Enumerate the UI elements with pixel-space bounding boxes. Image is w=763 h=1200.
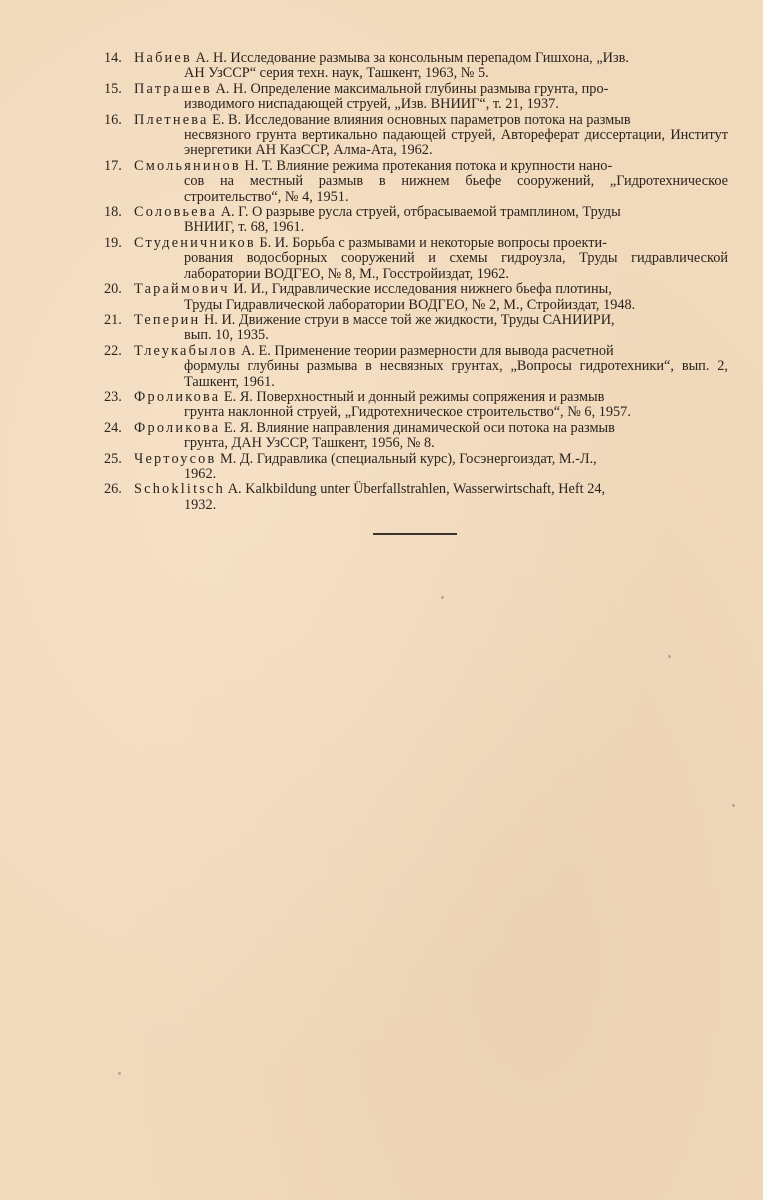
reference-first-line: А. Н. Определение максимальной глубины размыва грунта, про- (215, 80, 609, 97)
reference-author: Schoklitsch (134, 481, 225, 498)
reference-item (104, 452, 728, 483)
reference-first-line: Н. Т. Влияние режима протекания потока и крупности нано- (244, 157, 613, 174)
reference-text (134, 204, 621, 220)
reference-text (134, 50, 629, 66)
reference-text (134, 481, 605, 497)
reference-continuation: 1962. (184, 465, 217, 482)
reference-item (104, 282, 728, 313)
reference-first-line: А. Н. Исследование размыва за консольным перепадом Гишхона, „Изв. (195, 50, 629, 66)
reference-first-line: А. Г. О разрыве русла струей, отбрасываемой трамплином, Труды (220, 204, 621, 221)
reference-item (104, 482, 728, 513)
reference-author: Чертоусов (134, 450, 217, 467)
reference-continuation: АН УзССР“ серия техн. наук, Ташкент, 1963, № 5. (184, 65, 489, 82)
reference-item (104, 313, 728, 344)
reference-number: 17. (104, 157, 122, 174)
reference-author: Тлеукабылов (134, 342, 238, 359)
reference-author: Фроликова (134, 388, 221, 405)
reference-continuation: ВНИИГ, т. 68, 1961. (184, 219, 305, 236)
reference-text (134, 389, 604, 405)
reference-first-line: М. Д. Гидравлика (специальный курс), Госэнергоиздат, М.-Л., (220, 450, 597, 467)
reference-number: 24. (104, 419, 122, 436)
reference-first-line: Е. Я. Поверхностный и донный режимы сопряжения и размыв (223, 388, 605, 405)
reference-number: 22. (104, 342, 122, 359)
reference-text (134, 81, 608, 97)
reference-first-line: A. Kalkbildung unter Überfallstrahlen, Wasserwirtschaft, Heft 24, (227, 481, 606, 498)
reference-text (134, 281, 612, 297)
reference-number: 19. (104, 234, 122, 251)
paper-speck (668, 655, 671, 658)
paper-speck (441, 596, 444, 599)
reference-item (104, 344, 728, 390)
reference-continuation: грунта, ДАН УзССР, Ташкент, 1956, № 8. (184, 435, 435, 452)
reference-item (104, 113, 728, 159)
reference-first-line: Е. В. Исследование влияния основных параметров потока на размыв (212, 111, 631, 128)
reference-text (134, 112, 631, 128)
reference-text (134, 158, 612, 174)
reference-author: Теперин (134, 311, 201, 328)
reference-author: Смольянинов (134, 157, 241, 174)
reference-first-line: Н. И. Движение струи в массе той же жидкости, Труды САНИИРИ, (203, 311, 615, 328)
reference-first-line: А. Е. Применение теории размерности для вывода расчетной (241, 342, 614, 359)
reference-first-line: И. И., Гидравлические исследования нижнего бьефа плотины, (233, 281, 612, 298)
reference-text (134, 420, 615, 436)
paper-speck (118, 1072, 121, 1075)
section-divider (373, 533, 457, 535)
reference-item (104, 82, 728, 113)
reference-continuation: 1932. (184, 496, 217, 513)
reference-text (134, 312, 615, 328)
reference-number: 20. (104, 281, 122, 298)
reference-item (104, 51, 728, 82)
reference-continuation: сов на местный размыв в нижнем бьефе сооружений, „Гидротехническое строительство“, № 4, 1951. (184, 173, 728, 205)
reference-author: Набиев (134, 50, 192, 66)
paper-speck (732, 804, 735, 807)
reference-item (104, 205, 728, 236)
reference-text (134, 235, 607, 251)
reference-number: 14. (104, 50, 122, 66)
reference-first-line: Б. И. Борьба с размывами и некоторые вопросы проекти- (259, 234, 607, 251)
reference-author: Патрашев (134, 80, 212, 97)
reference-number: 25. (104, 450, 122, 467)
reference-item (104, 159, 728, 205)
reference-item (104, 390, 728, 421)
reference-item (104, 236, 728, 282)
reference-number: 18. (104, 204, 122, 221)
reference-continuation: вып. 10, 1935. (184, 327, 269, 344)
reference-item (104, 421, 728, 452)
reference-number: 16. (104, 111, 122, 128)
reference-continuation: рования водосборных сооружений и схемы гидроузла, Труды гидравлической лаборатории ВОДГЕО, № 8, М., Госстройиздат, 1962. (184, 250, 728, 282)
reference-author: Соловьева (134, 204, 218, 221)
reference-author: Тараймович (134, 281, 230, 298)
reference-author: Плетнева (134, 111, 209, 128)
reference-number: 23. (104, 388, 122, 405)
reference-continuation: Труды Гидравлической лаборатории ВОДГЕО, № 2, М., Стройиздат, 1948. (184, 296, 636, 313)
reference-continuation: грунта наклонной струей, „Гидротехническое строительство“, № 6, 1957. (184, 404, 631, 421)
reference-number: 26. (104, 481, 122, 498)
reference-continuation: формулы глубины размыва в несвязных грунтах, „Вопросы гидротехники“, вып. 2, Ташкент, 1961. (184, 358, 728, 390)
reference-first-line: Е. Я. Влияние направления динамической оси потока на размыв (223, 419, 615, 436)
reference-continuation: несвязного грунта вертикально падающей струей, Автореферат диссертации, Институт энергетики АН КазССР, Алма-Ата, 1962. (184, 127, 728, 159)
reference-list (104, 51, 728, 513)
reference-author: Студеничников (134, 234, 256, 251)
reference-author: Фроликова (134, 419, 221, 436)
reference-number: 15. (104, 80, 122, 97)
reference-number: 21. (104, 311, 122, 328)
reference-continuation: изводимого ниспадающей струей, „Изв. ВНИИГ“, т. 21, 1937. (184, 96, 559, 113)
reference-text (134, 343, 614, 359)
reference-text (134, 451, 597, 467)
